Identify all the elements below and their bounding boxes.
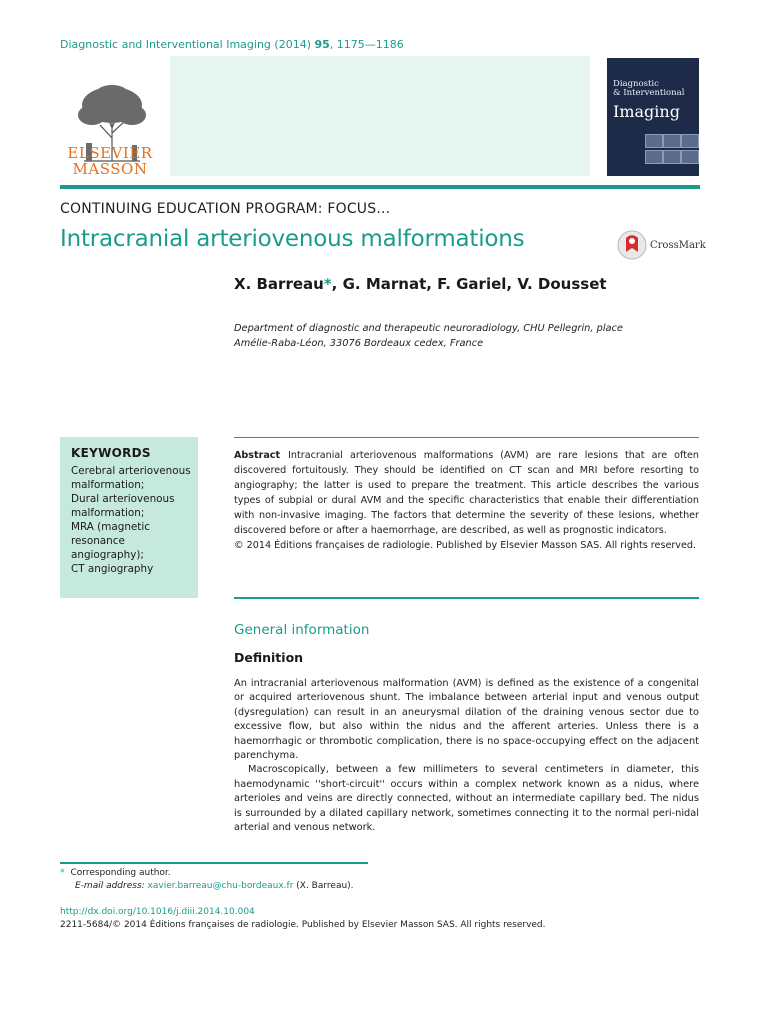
publisher-line2: MASSON — [72, 160, 148, 178]
footnote-corresponding-text: Corresponding author. — [70, 868, 171, 878]
cover-thumbnail — [645, 150, 663, 164]
abstract-rule-bottom — [234, 597, 699, 599]
doi-link[interactable]: http://dx.doi.org/10.1016/j.diii.2014.10.004 — [60, 907, 255, 917]
cover-thumbnail — [663, 134, 681, 148]
body-paragraph: An intracranial arteriovenous malformation (AVM) is defined as the existence of a congenital or acquired arteriovenous shunt. The imbalance between arterial input and venous output (dysregulation) can result in an aneurysmal dilation of the draining venous sector due to excessive flow, but also within the nidus and the afferent arteries. Unless there is a haemorrhagic or thrombotic complication, there is no space-occupying effect on the adjacent parenchyma. — [234, 678, 699, 762]
affiliation: Department of diagnostic and therapeutic neuroradiology, CHU Pellegrin, place Amélie-Raba-Léon, 33076 Bordeaux cedex, France — [234, 323, 623, 349]
corresponding-author-marker[interactable]: * — [323, 275, 332, 293]
crossmark-label[interactable]: CrossMark — [650, 240, 706, 251]
section-heading: General information — [234, 622, 370, 638]
cover-title-small: Diagnostic & Interventional — [613, 79, 685, 98]
abstract-paragraph — [234, 448, 699, 538]
issn-line: 2211-5684/© 2014 Éditions françaises de radiologie. Published by Elsevier Masson SAS. All rights reserved. — [60, 920, 546, 930]
keywords-title: KEYWORDS — [71, 446, 151, 460]
crossmark-icon[interactable] — [617, 230, 647, 260]
article-title: Intracranial arteriovenous malformations — [60, 226, 525, 252]
body-text — [234, 677, 699, 835]
author-first: X. Barreau — [234, 275, 324, 293]
header-band — [170, 56, 590, 176]
keyword-item: CT angiography — [71, 563, 154, 575]
journal-name: Diagnostic and Interventional Imaging (2014) — [60, 38, 311, 51]
footnote-email — [75, 881, 354, 891]
series-label: CONTINUING EDUCATION PROGRAM: FOCUS... — [60, 201, 391, 217]
journal-cover — [607, 58, 699, 176]
author-rest: , G. Marnat, F. Gariel, V. Dousset — [331, 275, 607, 293]
header-rule — [60, 185, 700, 189]
email-label: E-mail address: — [75, 881, 145, 891]
journal-volume: 95 — [314, 38, 330, 51]
cover-thumbnail — [681, 150, 699, 164]
footnote-corresponding — [60, 868, 171, 878]
body-paragraph: Macroscopically, between a few millimeters to several centimeters in diameter, this haemodynamic ''short-circuit'' occurs within a complex network known as a nidus, where arterioles and veins are directly connected, without an intermediate capillary bed. The nidus is surrounded by a dilated capillary network, sometimes connecting it to the normal peri-nidal arterial and venous network. — [234, 764, 699, 834]
abstract-copyright: © 2014 Éditions françaises de radiologie. Published by Elsevier Masson SAS. All rights reserved. — [234, 540, 697, 551]
author-list — [234, 275, 607, 293]
abstract-rule-top — [234, 437, 699, 438]
subsection-heading: Definition — [234, 650, 304, 665]
keyword-item: Cerebral arteriovenous malformation; — [71, 465, 191, 491]
keywords-list — [71, 464, 196, 576]
publisher-line1: ELSEVIER — [67, 144, 153, 162]
cover-thumbnail — [663, 150, 681, 164]
email-link[interactable]: xavier.barreau@chu-bordeaux.fr — [147, 881, 294, 891]
keyword-item: MRA (magnetic resonance angiography); — [71, 521, 150, 561]
email-suffix: (X. Barreau). — [296, 881, 354, 891]
journal-pages: , 1175—1186 — [329, 38, 404, 51]
abstract — [234, 448, 699, 553]
publisher-name — [62, 145, 158, 177]
journal-reference — [60, 38, 404, 51]
abstract-label: Abstract — [234, 450, 281, 461]
keyword-item: Dural arteriovenous malformation; — [71, 493, 175, 519]
footnote-marker: * — [60, 868, 65, 878]
cover-thumbnail — [681, 134, 699, 148]
footnote-rule — [60, 862, 368, 864]
keywords-box — [60, 437, 198, 598]
abstract-text: Intracranial arteriovenous malformations (AVM) are rare lesions that are often discovered fortuitously. They should be identified on CT scan and MRI before resorting to angiography; the latter is used to prepare the treatment. This article describes the various types of subpial or dural AVM and the specific characteristics that enable their differentiation with non-invasive imaging. The factors that determine the severity of these lesions, whether discovered before or after a haemorrhage, are described, as well as prognostic indicators. — [234, 450, 699, 536]
cover-thumbnail — [645, 134, 663, 148]
cover-title-large: Imaging — [613, 102, 680, 121]
